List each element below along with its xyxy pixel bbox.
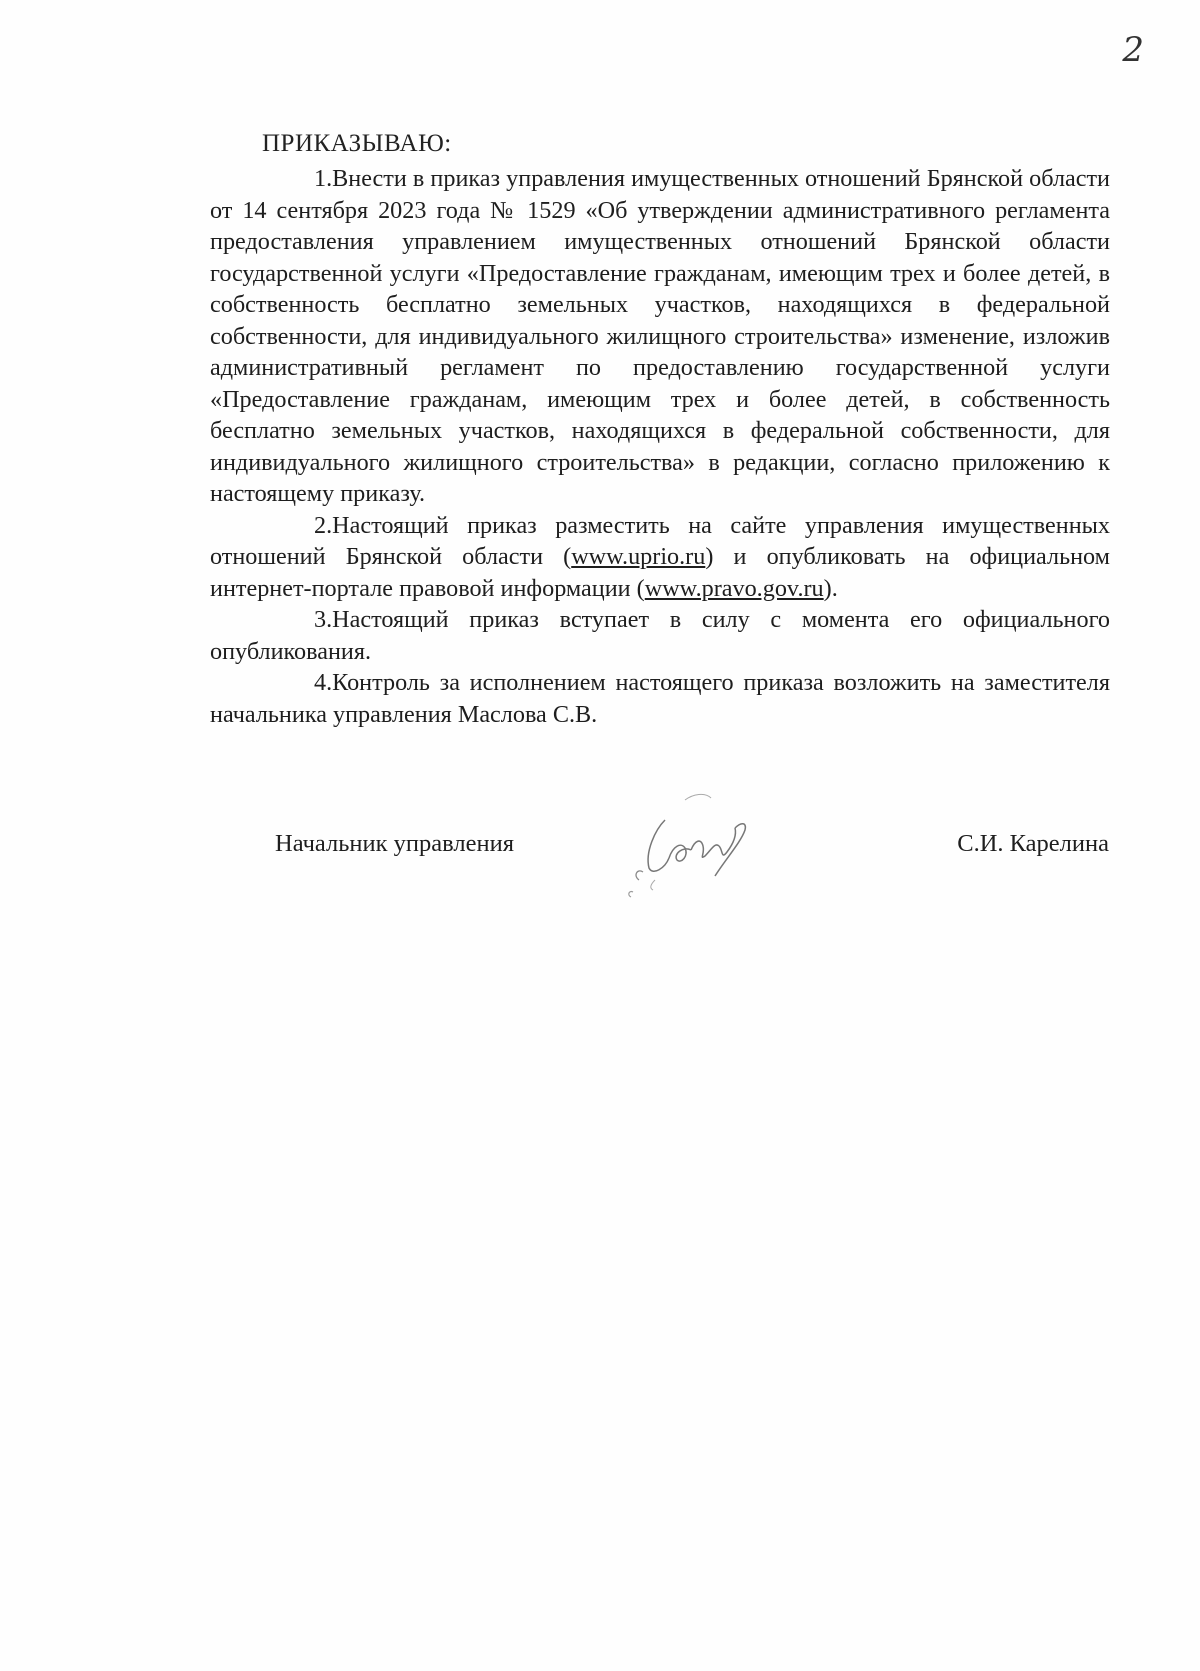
page-number: 2 bbox=[1122, 30, 1144, 70]
item-number: 2. bbox=[314, 511, 333, 539]
signer-name: С.И. Карелина bbox=[957, 830, 1109, 857]
order-item-3 bbox=[210, 604, 1110, 667]
item-number: 3. bbox=[314, 606, 333, 633]
order-item-4 bbox=[210, 667, 1110, 730]
item-text: Настоящий приказ вступает в силу с момента его официального опубликования. bbox=[210, 606, 1110, 665]
item-number: 4. bbox=[314, 669, 333, 696]
order-item-2 bbox=[210, 510, 1110, 605]
item-text: Внести в приказ управления имущественных отношений Брянской области от 14 сентября 2023 года № 1529 «Об утверждении административного регламента предоставления управлением имущественных отношений Брянской области государственной услуги «Предоставление гражданам, имеющим трех и более детей, в собственность бесплатно земельных участков, находящихся в федеральной собственности, для индивидуального жилищного строительства» изменение, изложив административный регламент по предоставлению государственной услуги «Предоставление гражданам, имеющим трех и более детей, в собственность бесплатно земельных участков, находящихся в федеральной собственности, для индивидуального жилищного строительства» в редакции, согласно приложению к настоящему приказу. bbox=[210, 165, 1110, 507]
item-text: Контроль за исполнением настоящего приказа возложить на заместителя начальника управления Маслова С.В. bbox=[210, 669, 1110, 728]
order-body bbox=[210, 163, 1110, 730]
item-number: 1. bbox=[314, 165, 333, 192]
handwritten-signature bbox=[615, 780, 775, 900]
item-text-middle: ) и опубликовать на официальном интернет-портале правовой информации ( bbox=[210, 543, 1110, 602]
signer-position: Начальник управления bbox=[275, 830, 514, 857]
item-text-after: ). bbox=[823, 574, 838, 602]
uprio-link[interactable]: www.uprio.ru bbox=[571, 543, 706, 570]
item-text-before: Настоящий приказ разместить на сайте управления имущественных отношений Брянской области ( bbox=[210, 511, 1110, 570]
order-item-1 bbox=[210, 163, 1110, 510]
order-heading: ПРИКАЗЫВАЮ: bbox=[262, 130, 452, 157]
pravo-link[interactable]: www.pravo.gov.ru bbox=[644, 574, 824, 602]
signature-block bbox=[275, 818, 1109, 938]
